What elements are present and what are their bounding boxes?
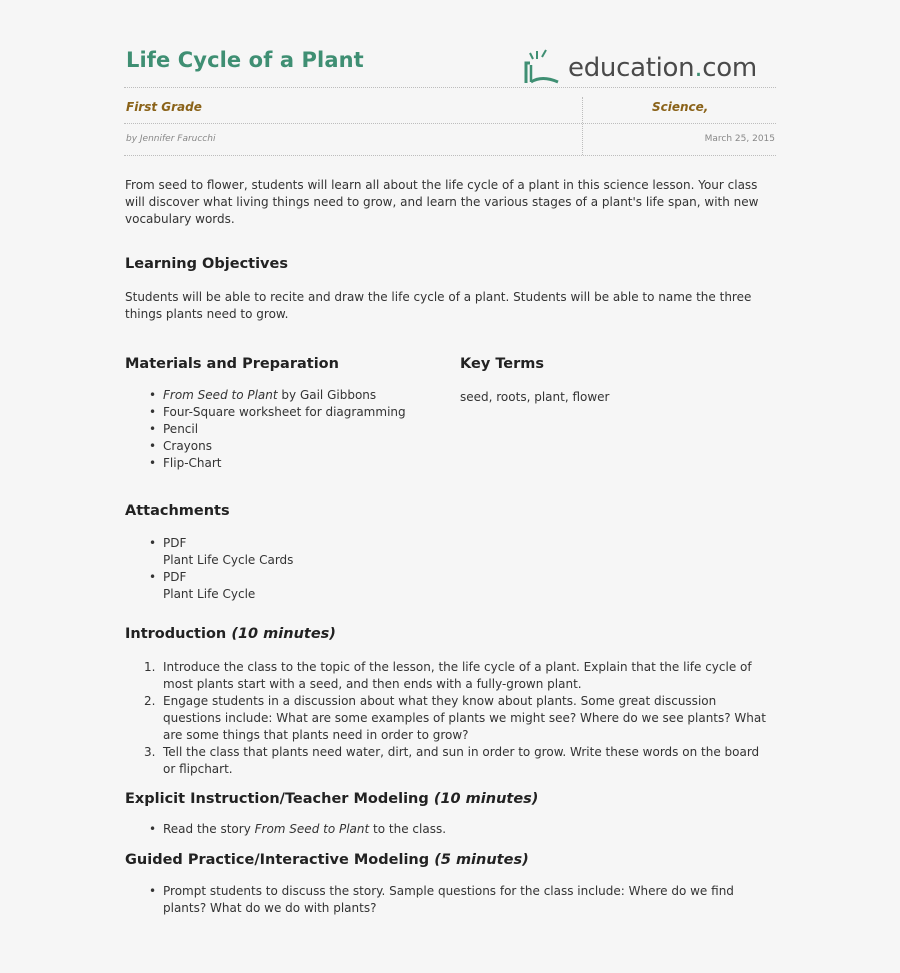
attachment-link[interactable]: Plant Life Cycle Cards	[163, 553, 294, 567]
attachment-type: • PDF	[163, 570, 187, 584]
grade-label: First Grade	[126, 100, 202, 114]
guided-practice-list	[125, 883, 770, 917]
step-text: Engage students in a discussion about what they know about plants. Some great discussion questions include: What are some examples of plants we might see? Where do we see plants? What are some things that plants need in order to grow?	[163, 694, 766, 742]
list-item: 1. Introduce the class to the topic of the lesson, the life cycle of a plant. Explain that the life cycle of most plants start with a seed, and then ends with a fully-grown plant.	[144, 660, 752, 691]
step-text: Introduce the class to the topic of the lesson, the life cycle of a plant. Explain that the life cycle of most plants start with a seed, and then ends with a fully-grown plant.	[163, 660, 752, 691]
lesson-summary: From seed to flower, students will learn all about the life cycle of a plant in this science lesson. Your class will discover what living things need to grow, and learn the various stages of a plant's life span, with new vocabulary words.	[125, 178, 759, 226]
logo-word: education	[568, 53, 695, 83]
key-terms-text: seed, roots, plant, flower	[460, 390, 610, 404]
section-title: Guided Practice/Interactive Modeling	[125, 852, 430, 868]
book-title: From Seed to Plant	[254, 822, 370, 836]
materials-heading: Materials and Preparation	[125, 356, 339, 372]
learning-objectives-text: Students will be able to recite and draw the life cycle of a plant. Students will be able to name the three things plants need to grow.	[125, 290, 752, 321]
introduction-heading	[125, 626, 336, 642]
guided-practice-heading	[125, 852, 529, 868]
document-title: Life Cycle of a Plant	[126, 48, 364, 72]
section-duration: (10 minutes)	[433, 791, 539, 807]
explicit-instruction-list	[125, 821, 770, 838]
step-text: Tell the class that plants need water, dirt, and sun in order to grow. Write these words on the board or flipchart.	[163, 745, 760, 776]
section-duration: (5 minutes)	[434, 852, 529, 868]
list-item: 3. Tell the class that plants need water, dirt, and sun in order to grow. Write these words on the board or flipchart.	[144, 745, 760, 776]
logo-dot: .	[694, 53, 703, 83]
attachments-heading: Attachments	[125, 503, 230, 519]
list-item	[125, 821, 770, 838]
book-author: by Gail Gibbons	[277, 388, 377, 402]
attachment-type: • PDF	[163, 536, 187, 550]
section-title: Explicit Instruction/Teacher Modeling	[125, 791, 429, 807]
section-duration: (10 minutes)	[231, 626, 336, 642]
explicit-instruction-heading	[125, 791, 538, 807]
publish-date: March 25, 2015	[704, 134, 775, 144]
list-item: • Prompt students to discuss the story. Sample questions for the class include: Where do we find plants? What do we do with plants?	[125, 883, 770, 917]
header-rule-middle	[124, 123, 776, 124]
list-item: • Flip-Chart	[125, 455, 455, 472]
list-item: • Pencil	[125, 421, 455, 438]
book-sprout-icon	[522, 45, 566, 85]
header-divider	[582, 97, 583, 155]
attachment-item[interactable]	[125, 535, 525, 569]
education-com-logo	[522, 43, 757, 85]
logo-tld: com	[702, 53, 757, 83]
section-title: Introduction	[125, 626, 227, 642]
logo-wordmark	[568, 53, 757, 83]
subject-label: Science,	[652, 100, 709, 114]
introduction-steps	[125, 659, 770, 778]
list-item: 2. Engage students in a discussion about what they know about plants. Some great discussion questions include: What are some examples of plants we might see? Where do we see plants? What are some things that plants need in order to grow?	[144, 694, 766, 742]
key-terms-heading: Key Terms	[460, 356, 545, 372]
header-rule-bottom	[124, 155, 776, 156]
item-text: to the class.	[369, 822, 447, 836]
attachment-link[interactable]: Plant Life Cycle	[163, 587, 256, 601]
attachments-list	[125, 535, 525, 603]
list-item: • Crayons	[125, 438, 455, 455]
list-item: • Four-Square worksheet for diagramming	[125, 404, 455, 421]
materials-list	[125, 387, 455, 472]
header-rule-top	[124, 87, 776, 88]
list-item	[125, 387, 455, 404]
attachment-item[interactable]	[125, 569, 525, 603]
learning-objectives-heading: Learning Objectives	[125, 256, 288, 272]
book-title: From Seed to Plant	[163, 388, 278, 402]
author-byline: by Jennifer Farucchi	[126, 134, 216, 144]
item-text: Read the story	[163, 822, 255, 836]
